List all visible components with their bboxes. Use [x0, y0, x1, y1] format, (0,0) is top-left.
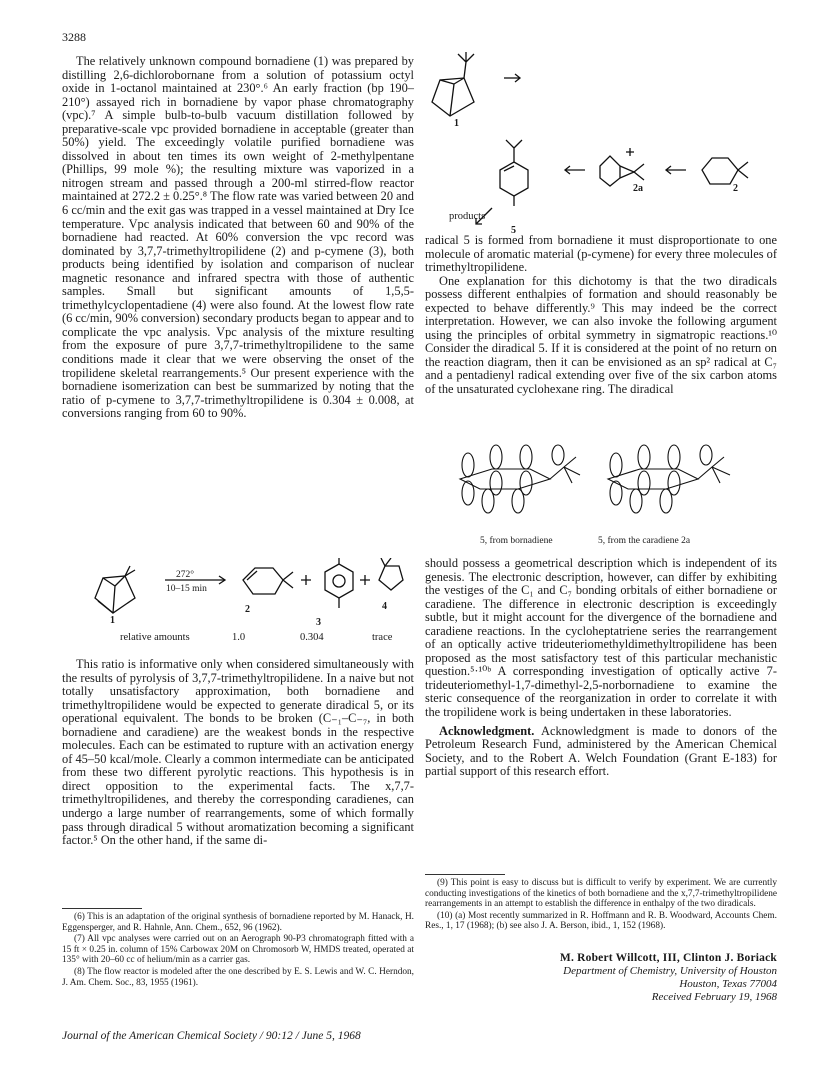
- ack-heading: Acknowledgment.: [439, 723, 535, 738]
- scheme-2-label-2a: 2a: [633, 183, 643, 194]
- relative-amounts-label: relative amounts: [120, 632, 190, 643]
- affiliation-city: Houston, Texas 77004: [679, 978, 777, 990]
- right-column-bottom: [425, 557, 777, 779]
- left-column-top: [62, 55, 414, 421]
- paragraph-geometric: should possess a geometrical description which is independent of its genesis. The electronic description, however, can differ by exhibiting the vestiges of the C₁ and C₇ bonding orbitals of either bornadiene or caradiene. The difference in electronic description is exceedingly subtle, but it might account for the divergence of the bornadiene and caradiene reactions. In the cycloheptatriene series the rearrangement of an optically active trideuteriomethyldimethyltropilidene has been proposed as the most satisfactory test of this particular mechanistic question.⁵·¹⁰ᵇ A corresponding investigation of optically active 7-trideuteriomethyl-1,7-dimethyl-2,5-norbornadiene to examine the steric consequence of the reorganization in order to correlate it with the tropilidene work is being undertaken in these laboratories.: [425, 556, 777, 720]
- paragraph-disproportionate: radical 5 is formed from bornadiene it must disproportionate to one molecule of aromatic material (p-cymene) for every three molecules of trimethyltropilidene.: [425, 233, 777, 275]
- ack-text: Acknowledgment is made to donors of the Petroleum Research Fund, administered by the American Chemical Society, and to the Robert A. Welch Foundation (Grant E-183) for partial support of this research effort.: [425, 723, 777, 779]
- orbital-caption-left: 5, from bornadiene: [480, 536, 553, 546]
- footnotes-right: [425, 878, 777, 933]
- paragraph-explanation: One explanation for this dichotomy is that the two diradicals possess different enthalpies of formation and should reasonably be expected to behave differently.⁹ This may indeed be the correct interpretation. However, we can also invoke the following argument using the principles of orbital symmetry in sigmatropic reactions.¹⁰ Consider the diradical 5. If it is considered at the point of no return on the reaction diagram, then it can be envisioned as an sp² radical at C₇ and a pentadienyl radical extending over five of the six carbon atoms of the unsaturated cyclohexane ring. The diradical: [425, 273, 777, 397]
- scheme-1-label-2: 2: [245, 604, 250, 615]
- footnote-rule-right: [425, 874, 505, 875]
- orbital-caption-right: 5, from the caradiene 2a: [598, 536, 691, 546]
- footnote-6: (6) This is an adaptation of the original synthesis of bornadiene reported by M. Hanack, H. Eggensperger, and R. Hahnle, Ann. Chem., 652, 96 (1962).: [62, 912, 414, 933]
- footnote-7: (7) All vpc analyses were carried out on an Aerograph 90-P3 chromatograph fitted with a 15 ft × 0.25 in. column of 15% Carbowax 20M on Chromosorb W, HMDS treated, operated at 135° with 20–60 cc of helium/min as a carrier gas.: [62, 934, 414, 966]
- scheme-2-structures: [420, 40, 760, 230]
- footnote-rule-left: [62, 908, 142, 909]
- footnote-9: (9) This point is easy to discuss but is difficult to verify by experiment. We are currently conducting investigations of the kinetics of both bornadiene and the x,7,7-trimethyltropilidene rearrangements in an attempt to establish the difference in enthalpy of the two diradicals.: [425, 878, 777, 910]
- footnote-8: (8) The flow reactor is modeled after the one described by E. S. Lewis and W. C. Herndon, J. Am. Chem. Soc., 83, 1955 (1961).: [62, 966, 414, 988]
- amount-2: 1.0: [232, 632, 246, 643]
- amount-4: trace: [372, 632, 393, 643]
- footnote-10: (10) (a) Most recently summarized in R. Hoffmann and R. B. Woodward, Accounts Chem. Res., 1, 17 (1968); (b) see also J. A. Berson, ibid., 1, 152 (1968).: [425, 910, 777, 932]
- scheme-1-label-3: 3: [316, 617, 321, 628]
- scheme-2-label-1: 1: [454, 118, 459, 129]
- left-column-bottom: [62, 658, 414, 848]
- signature-block: [425, 952, 777, 1004]
- paragraph-intro: The relatively unknown compound bornadiene (1) was prepared by distilling 2,6-dichlorobornane from a solution of potassium octyl oxide in 1-octanol maintained at 230°.⁶ An early fraction (bp 190–210°) assayed rich in bornadiene by vapor phase chromatography (vpc).⁷ A simple bulb-to-bulb vacuum distillation followed by preparative-scale vpc provided bornadiene in acceptable (greater than 50%) yield. The exceedingly volatile purified bornadiene was dissolved in about ten times its own weight of 2-methylpentane (Phillips, 99 mole %); the resulting mixture was vaporized in a nitrogen stream and passed through a 200-ml stirred-flow reactor maintained at 272.2 ± 0.25°.⁸ The flow rate was varied between 20 and 6 cc/min and the exit gas was trapped in a vessel maintained at Dry Ice temperature. Vpc analysis indicated that between 60 and 90% of the bornadiene had reacted. At 60% conversion the vpc record was dominated by 3,7,7-trimethyltropilidene (2) and p-cymene (3), both products being identified by isolation and comparison of nuclear magnetic resonance and infrared spectra with those of authentic samples. Small but significant amounts of 1,5,5-trimethylcyclopentadiene (4) were also found. At the lowest flow rate (6 cc/min, 90% conversion) secondary products began to appear and to complicate the vpc analysis. Vpc analysis of the mixture resulting from the exposure of pure 3,7,7-trimethyltropilidene to the same conditions made it clear that we were observing the onset of the tropilidene skeletal rearrangements.⁵ Our present experience with the bornadiene isomerization can best be summarized by noting that the ratio of p-cymene to 3,7,7-trimethyltropilidene is 0.304 ± 0.008, at conversions ranging from 60 to 90%.: [62, 54, 415, 421]
- paragraph-acknowledgment: [425, 725, 777, 779]
- scheme-1-label-4: 4: [382, 601, 387, 612]
- page-number: 3288: [62, 30, 86, 44]
- scheme-1-label-1: 1: [110, 615, 115, 626]
- affiliation-department: Department of Chemistry, University of Houston: [563, 965, 777, 977]
- amount-3: 0.304: [300, 632, 324, 643]
- paragraph-ratio: This ratio is informative only when considered simultaneously with the results of pyrolysis of 3,7,7-trimethyltropilidene. In a naive but not totally unsatisfactory approximation, both bornadiene and trimethyltropilidene would be expected to generate diradical 5, or its operational equivalent. The bonds to be broken (C₋₁–C₋₇, in both bornadiene and caradiene) are the weakest bonds in the respective molecules. Each can be estimated to rupture with an activation energy of 45–50 kcal/mole. Clearly a common intermediate can be anticipated from these two different pyrolytic reactions. This hypothesis is in direct opposition to the experimental facts. The x,7,7-trimethyltropilidenes, and thereby the corresponding caradienes, can undergo a large number of rearrangements, some of which formally pass through diradical 5 without aromatization becoming a significant factor.⁵ On the other hand, if the same di-: [62, 657, 414, 848]
- scheme-1-arrow-bottom: 10–15 min: [166, 584, 207, 594]
- footnotes-left: [62, 912, 414, 989]
- scheme-1-arrow-top: 272°: [176, 570, 195, 580]
- journal-footer: Journal of the American Chemical Society / 90:12 / June 5, 1968: [62, 1030, 361, 1042]
- scheme-2-label-2: 2: [733, 183, 738, 194]
- orbital-diagram-structures: [440, 435, 760, 527]
- scheme-2-label-5: 5: [511, 225, 516, 236]
- right-column-top: [425, 234, 777, 397]
- authors: M. Robert Willcott, III, Clinton J. Boriack: [559, 952, 777, 964]
- received-date: Received February 19, 1968: [651, 991, 777, 1003]
- scheme-2-products-label: products: [449, 211, 486, 222]
